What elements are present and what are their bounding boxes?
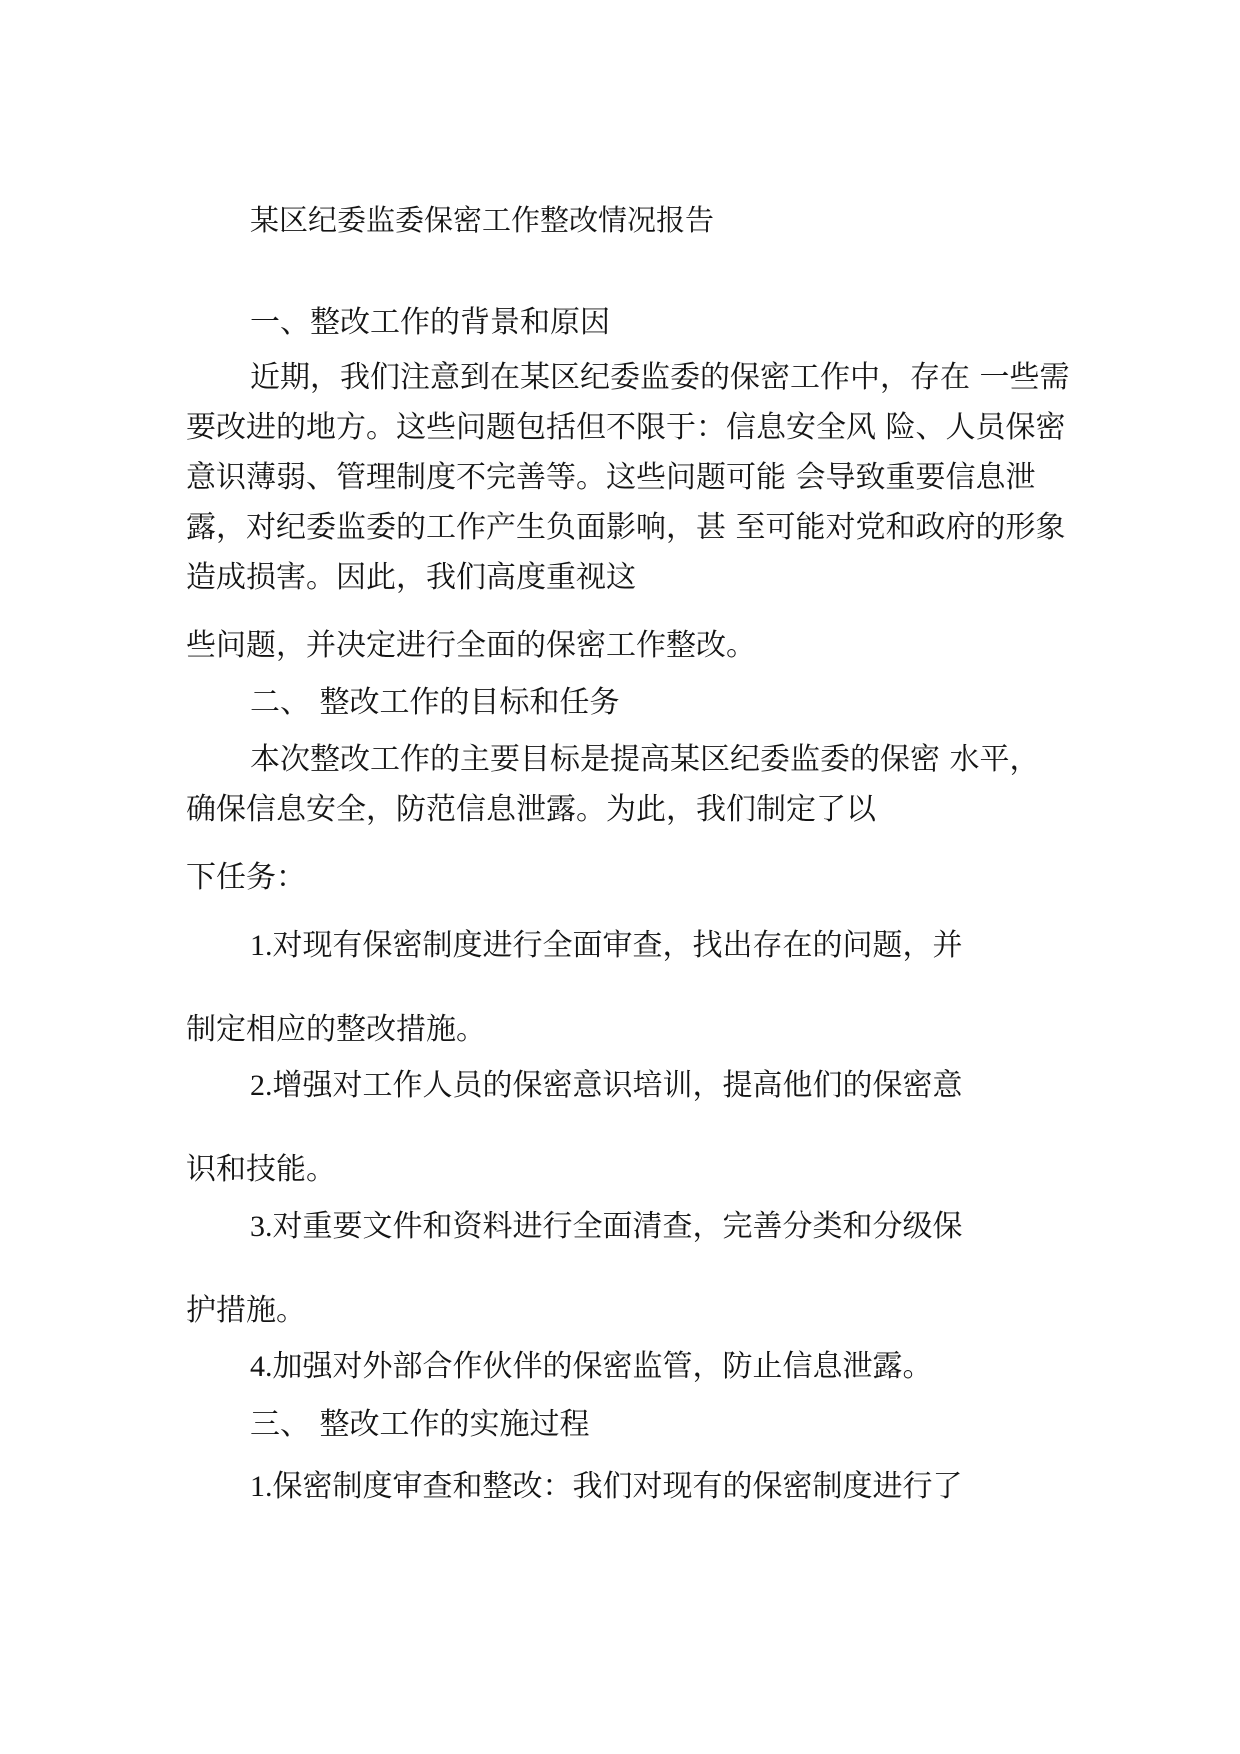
- task-continuation: 护措施。: [186, 1293, 306, 1328]
- paragraph-line: 近期，我们注意到在某区纪委监委的保密工作中，存在 一些需: [250, 360, 1070, 395]
- task-text: 增强对工作人员的保密意识培训，提高他们的保密意: [272, 1068, 963, 1103]
- section-1-heading: 一、整改工作的背景和原因: [250, 305, 610, 340]
- task-text: 对现有保密制度进行全面审查，找出存在的问题，并: [272, 928, 963, 963]
- paragraph-line: 些问题，并决定进行全面的保密工作整改。: [186, 628, 756, 663]
- paragraph-line: 下任务：: [186, 860, 306, 895]
- task-text: 对重要文件和资料进行全面清查，完善分类和分级保: [272, 1209, 963, 1244]
- task-number: 4.: [250, 1350, 273, 1383]
- document-title: 某区纪委监委保密工作整改情况报告: [250, 203, 715, 237]
- paragraph-line: 本次整改工作的主要目标是提高某区纪委监委的保密 水平，: [250, 742, 1040, 777]
- task-number: 3.: [250, 1210, 273, 1243]
- implementation-item-1: [250, 1467, 963, 1507]
- paragraph-line: 露，对纪委监委的工作产生负面影响，甚 至可能对党和政府的形象: [186, 510, 1066, 545]
- task-text: 加强对外部合作伙伴的保密监管，防止信息泄露。: [272, 1349, 933, 1384]
- section-2-heading: 二、 整改工作的目标和任务: [250, 685, 620, 720]
- task-number: 2.: [250, 1069, 273, 1102]
- task-item-1: [250, 926, 963, 966]
- paragraph-line: 意识薄弱、管理制度不完善等。这些问题可能 会导致重要信息泄: [186, 460, 1036, 495]
- task-continuation: 识和技能。: [186, 1152, 336, 1187]
- task-item-2: [250, 1066, 963, 1106]
- item-text: 保密制度审查和整改：我们对现有的保密制度进行了: [272, 1469, 963, 1504]
- item-number: 1.: [250, 1470, 273, 1503]
- task-continuation: 制定相应的整改措施。: [186, 1012, 486, 1047]
- task-item-4: [250, 1347, 933, 1387]
- paragraph-line: 确保信息安全，防范信息泄露。为此，我们制定了以: [186, 792, 876, 827]
- paragraph-line: 造成损害。因此，我们高度重视这: [186, 560, 636, 595]
- task-number: 1.: [250, 929, 273, 962]
- task-item-3: [250, 1207, 963, 1247]
- section-3-heading: 三、 整改工作的实施过程: [250, 1407, 590, 1442]
- paragraph-line: 要改进的地方。这些问题包括但不限于：信息安全风 险、人员保密: [186, 410, 1066, 445]
